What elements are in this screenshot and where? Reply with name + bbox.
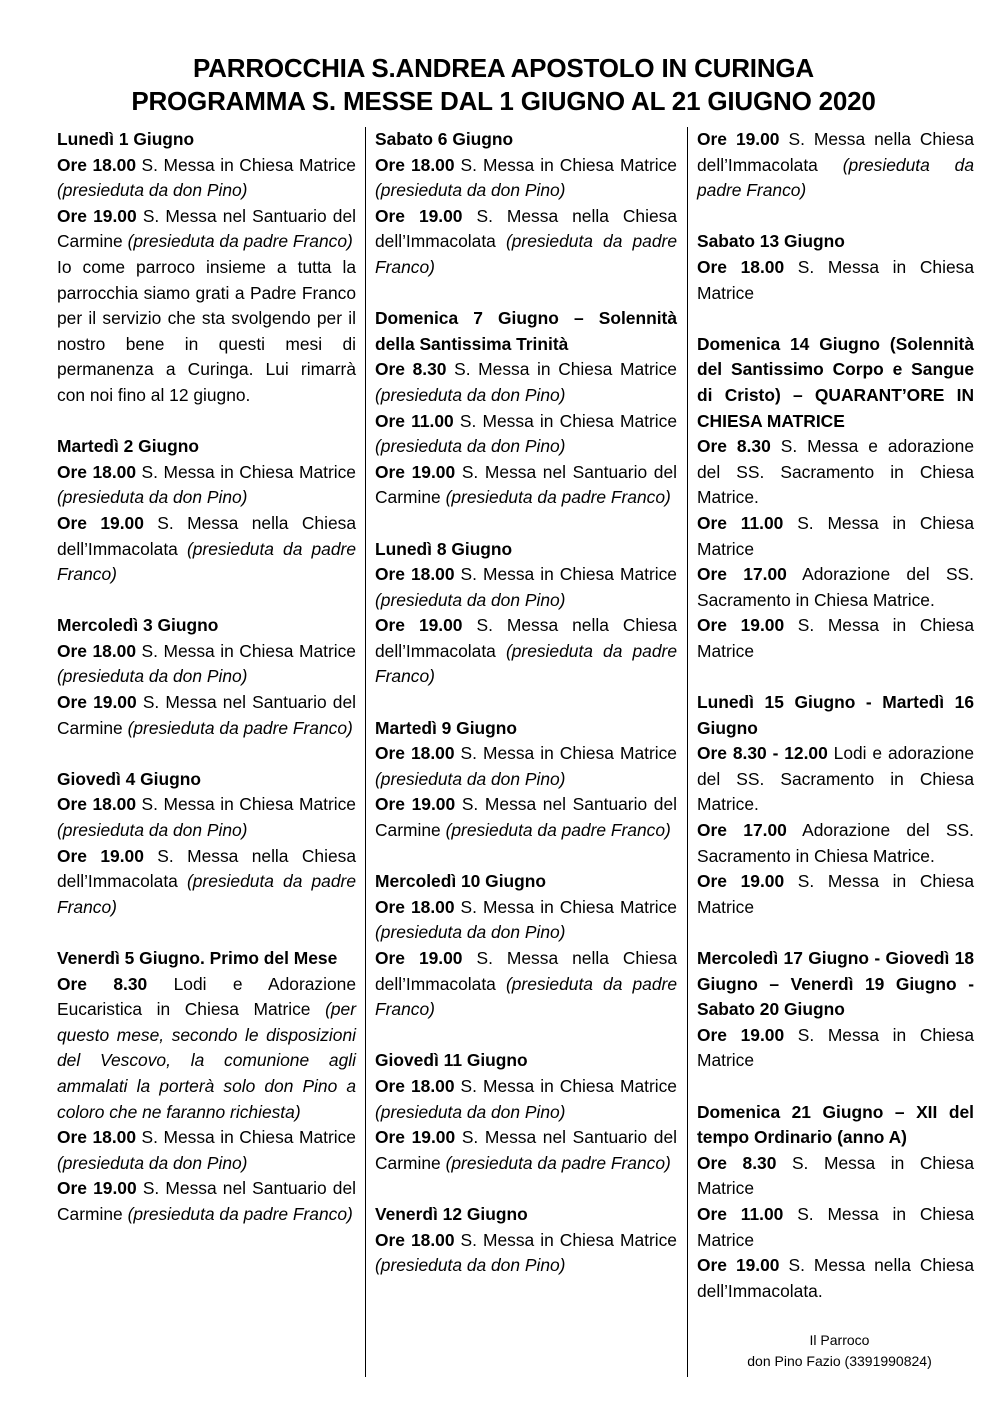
schedule-item [57, 690, 356, 741]
schedule-entry [57, 434, 356, 588]
item-note: (presieduta da padre Franco) [57, 871, 356, 917]
day-heading: Domenica 21 Giugno – XII del tempo Ordinario (anno A) [697, 1101, 974, 1148]
schedule-item [375, 1074, 677, 1125]
day-heading: Giovedì 4 Giugno [57, 768, 201, 789]
day-heading: Lunedì 15 Giugno - Martedì 16 Giugno [697, 692, 974, 738]
schedule-item [697, 818, 974, 869]
schedule-item [697, 1023, 974, 1074]
item-note: (presieduta da padre Franco) [445, 820, 671, 841]
schedule-item [375, 562, 677, 613]
schedule-item [375, 1125, 677, 1176]
item-text: S. Messa nella Chiesa dell’Immacolata. [697, 1255, 974, 1301]
schedule-entry [375, 1048, 677, 1176]
schedule-entry [697, 332, 974, 665]
schedule-item [57, 844, 356, 921]
schedule-item [697, 255, 974, 306]
item-time: Ore 19.00 [375, 461, 456, 482]
item-time: Ore 18.00 [57, 461, 137, 482]
item-note: (presieduta da padre Franco) [445, 487, 671, 508]
item-note: (presieduta da padre Franco) [375, 640, 677, 687]
day-heading: Domenica 7 Giugno – Solennità della Santissima Trinità [375, 308, 677, 354]
item-note: (presieduta da don Pino) [375, 768, 566, 789]
item-time: Ore 18.00 [375, 896, 455, 917]
schedule-item [697, 1151, 974, 1202]
item-text: S. Messa in Chiesa Matrice [136, 154, 356, 175]
item-note: (presieduta da padre Franco) [127, 717, 353, 738]
item-text: S. Messa nella Chiesa dell’Immacolata [375, 948, 677, 994]
column-divider [687, 127, 688, 1377]
schedule-item [375, 153, 677, 204]
schedule-item [57, 255, 356, 409]
schedule-item [697, 434, 974, 511]
column-divider [365, 127, 366, 1377]
item-time: Ore 19.00 [375, 948, 463, 968]
schedule-item [375, 204, 677, 281]
item-time: Ore 19.00 [697, 615, 785, 636]
item-time: Ore 19.00 [375, 1127, 456, 1148]
item-time: Ore 19.00 [697, 129, 780, 149]
item-text: Lodi e adorazione del SS. Sacramento in Chiesa Matrice. [697, 743, 974, 815]
day-heading: Sabato 6 Giugno [375, 129, 514, 149]
item-note: (per questo mese, secondo le disposizioni del Vescovo, la comunione agli ammalati la porterà solo don Pino a coloro che ne faranno richiesta) [57, 999, 356, 1122]
schedule-item [375, 741, 677, 792]
day-heading: Mercoledì 3 Giugno [57, 615, 219, 636]
item-text: S. Messa in Chiesa Matrice [454, 154, 677, 175]
item-note: (presieduta da padre Franco) [57, 538, 356, 585]
schedule-item [57, 1125, 356, 1176]
schedule-item [697, 1253, 974, 1304]
schedule-item [375, 357, 677, 408]
item-note: (presieduta da don Pino) [57, 1152, 248, 1173]
item-time: Ore 11.00 [375, 410, 454, 431]
item-note: (presieduta da don Pino) [375, 180, 566, 201]
item-time: Ore 18.00 [375, 154, 455, 175]
item-time: Ore 18.00 [375, 564, 455, 585]
schedule-entry [375, 716, 677, 844]
schedule-item [697, 613, 974, 664]
item-text: S. Messa nella Chiesa dell’Immacolata [57, 512, 356, 559]
item-text: S. Messa nella Chiesa dell’Immacolata [57, 845, 356, 892]
item-time: Ore 8.30 [375, 359, 447, 380]
item-note: (presieduta da don Pino) [57, 820, 248, 841]
schedule-item [697, 127, 974, 204]
item-time: Ore 19.00 [697, 871, 785, 892]
schedule-column-2 [375, 127, 677, 1279]
item-time: Ore 18.00 [697, 256, 785, 277]
day-heading: Venerdì 5 Giugno. Primo del Mese [57, 948, 338, 968]
item-time: Ore 19.00 [57, 512, 144, 533]
item-time: Ore 17.00 [697, 820, 787, 841]
item-note: (presieduta da don Pino) [375, 589, 566, 610]
item-time: Ore 8.30 [697, 436, 771, 457]
schedule-entry [57, 613, 356, 741]
item-time: Ore 19.00 [375, 794, 456, 815]
item-note: (presieduta da don Pino) [57, 487, 248, 508]
item-time: Ore 8.30 [57, 973, 148, 994]
item-text: S. Messa in Chiesa Matrice [697, 512, 974, 559]
item-text: S. Messa in Chiesa Matrice [454, 564, 677, 585]
item-time: Ore 11.00 [697, 1203, 784, 1224]
item-time: Ore 18.00 [57, 154, 137, 175]
item-time: Ore 19.00 [57, 1178, 137, 1199]
item-time: Ore 18.00 [375, 1229, 455, 1250]
item-text: S. Messa nel Santuario del Carmine [57, 1178, 356, 1224]
item-time: Ore 19.00 [375, 205, 463, 226]
item-text: S. Messa nel Santuario del Carmine [375, 1127, 677, 1173]
schedule-entry [375, 537, 677, 691]
schedule-item [57, 1176, 356, 1227]
day-heading: Martedì 9 Giugno [375, 717, 518, 738]
item-text: S. Messa in Chiesa Matrice [136, 640, 356, 661]
item-note: (presieduta da don Pino) [375, 1255, 566, 1276]
schedule-item [375, 895, 677, 946]
item-note: (presieduta da padre Franco) [445, 1152, 671, 1173]
schedule-item [697, 741, 974, 818]
item-text: S. Messa in Chiesa Matrice [454, 1075, 677, 1096]
schedule-item [697, 562, 974, 613]
schedule-entry [697, 229, 974, 306]
item-text: S. Messa in Chiesa Matrice [136, 461, 356, 482]
item-time: Ore 18.00 [57, 1127, 137, 1148]
item-text: S. Messa in Chiesa Matrice [697, 256, 974, 303]
day-heading: Lunedì 8 Giugno [375, 538, 513, 559]
item-text: S. Messa nella Chiesa dell’Immacolata [375, 615, 677, 661]
day-heading: Giovedì 11 Giugno [375, 1050, 528, 1071]
signature [697, 1330, 974, 1372]
schedule-item [57, 204, 356, 255]
schedule-item [57, 639, 356, 690]
item-text: S. Messa nella Chiesa dell’Immacolata [697, 129, 974, 175]
schedule-column-1 [57, 127, 356, 1228]
schedule-entry [375, 306, 677, 511]
item-text: S. Messa nel Santuario del Carmine [375, 461, 677, 508]
item-text: Adorazione del SS. Sacramento in Chiesa Matrice. [697, 564, 974, 610]
item-text: Lodi e Adorazione Eucaristica in Chiesa Matrice [57, 973, 356, 1020]
schedule-item [375, 613, 677, 690]
item-time: Ore 19.00 [57, 845, 144, 866]
item-note: (presieduta da padre Franco) [375, 973, 677, 1020]
item-text: S. Messa in Chiesa Matrice [697, 615, 974, 661]
schedule-entry [697, 690, 974, 920]
item-text: Adorazione del SS. Sacramento in Chiesa Matrice. [697, 820, 974, 866]
item-text: S. Messa in Chiesa Matrice [454, 1229, 677, 1250]
item-time: Ore 19.00 [57, 205, 137, 226]
schedule-entry [375, 127, 677, 281]
schedule-item [375, 460, 677, 511]
schedule-column-3 [697, 127, 974, 1372]
schedule-entry [697, 127, 974, 204]
schedule-entry [57, 946, 356, 1228]
item-time: Ore 18.00 [57, 640, 137, 661]
schedule-entry [57, 127, 356, 409]
item-text: S. Messa e adorazione del SS. Sacramento in Chiesa Matrice. [697, 436, 974, 508]
schedule-item [375, 1228, 677, 1279]
schedule-item [375, 792, 677, 843]
item-text: Io come parroco insieme a tutta la parrocchia siamo grati a Padre Franco per il servizio che sta svolgendo per il nostro bene in questi mesi di permanenza a Curinga. Lui rimarrà con noi fino al 12 giugno. [57, 256, 356, 405]
item-time: Ore 19.00 [375, 615, 463, 636]
item-text: S. Messa in Chiesa Matrice [454, 896, 677, 917]
item-note: (presieduta da don Pino) [57, 666, 248, 687]
item-time: Ore 19.00 [697, 1255, 780, 1276]
item-text: S. Messa nel Santuario del Carmine [57, 205, 356, 252]
item-time: Ore 19.00 [57, 692, 137, 713]
schedule-item [697, 511, 974, 562]
schedule-item [57, 153, 356, 204]
day-heading: Venerdì 12 Giugno [375, 1203, 528, 1224]
day-heading: Martedì 2 Giugno [57, 436, 200, 457]
item-note: (presieduta da padre Franco) [697, 154, 974, 201]
item-time: Ore 8.30 - 12.00 [697, 743, 828, 764]
schedule-item [375, 409, 677, 460]
item-text: S. Messa in Chiesa Matrice [136, 794, 356, 815]
item-note: (presieduta da don Pino) [375, 1101, 566, 1122]
item-note: (presieduta da don Pino) [375, 436, 566, 457]
title-line-2: PROGRAMMA S. MESSE DAL 1 GIUGNO AL 21 GIUGNO 2020 [131, 86, 876, 116]
item-note: (presieduta da don Pino) [375, 384, 566, 405]
item-text: S. Messa in Chiesa Matrice [453, 410, 677, 431]
item-note: (presieduta da don Pino) [375, 922, 566, 943]
item-text: S. Messa in Chiesa Matrice [697, 1152, 974, 1199]
item-text: S. Messa nel Santuario del Carmine [57, 692, 356, 738]
schedule-item [697, 1202, 974, 1253]
schedule-item [375, 946, 677, 1023]
item-time: Ore 19.00 [697, 1024, 785, 1045]
item-note: (presieduta da padre Franco) [127, 1203, 353, 1224]
schedule-item [57, 972, 356, 1126]
schedule-entry [57, 767, 356, 921]
day-heading: Domenica 14 Giugno (Solennità del Santissimo Corpo e Sangue di Cristo) – QUARANT’ORE IN CHIESA MATRICE [697, 333, 974, 431]
item-time: Ore 8.30 [697, 1152, 777, 1173]
item-text: S. Messa in Chiesa Matrice [446, 359, 677, 380]
day-heading: Sabato 13 Giugno [697, 231, 845, 252]
item-text: S. Messa nella Chiesa dell’Immacolata [375, 205, 677, 252]
item-text: S. Messa in Chiesa Matrice [697, 1024, 974, 1071]
item-text: S. Messa in Chiesa Matrice [697, 871, 974, 917]
schedule-entry [697, 946, 974, 1074]
item-note: (presieduta da padre Franco) [127, 231, 353, 252]
item-text: S. Messa nel Santuario del Carmine [375, 794, 677, 841]
signature-title: Il Parroco [809, 1331, 870, 1348]
item-time: Ore 11.00 [697, 512, 784, 533]
signature-name: don Pino Fazio (3391990824) [747, 1352, 932, 1369]
day-heading: Lunedì 1 Giugno [57, 129, 195, 149]
day-heading: Mercoledì 10 Giugno [375, 871, 547, 892]
schedule-entry [375, 1202, 677, 1279]
schedule-entry [697, 1100, 974, 1305]
item-note: (presieduta da don Pino) [57, 180, 248, 201]
day-heading: Mercoledì 17 Giugno - Giovedì 18 Giugno – Venerdì 19 Giugno - Sabato 20 Giugno [697, 948, 974, 1020]
item-time: Ore 18.00 [375, 1075, 455, 1096]
schedule-item [697, 869, 974, 920]
item-note: (presieduta da padre Franco) [375, 231, 677, 277]
item-time: Ore 17.00 [697, 564, 787, 585]
item-time: Ore 18.00 [375, 743, 455, 764]
schedule-item [57, 511, 356, 588]
schedule-item [57, 460, 356, 511]
schedule-entry [375, 869, 677, 1023]
item-text: S. Messa in Chiesa Matrice [136, 1127, 356, 1148]
item-text: S. Messa in Chiesa Matrice [697, 1203, 974, 1250]
title-line-1: PARROCCHIA S.ANDREA APOSTOLO IN CURINGA [192, 53, 815, 83]
item-text: S. Messa in Chiesa Matrice [454, 743, 677, 764]
page-title [0, 52, 1007, 118]
schedule-item [57, 792, 356, 843]
item-time: Ore 18.00 [57, 794, 137, 815]
